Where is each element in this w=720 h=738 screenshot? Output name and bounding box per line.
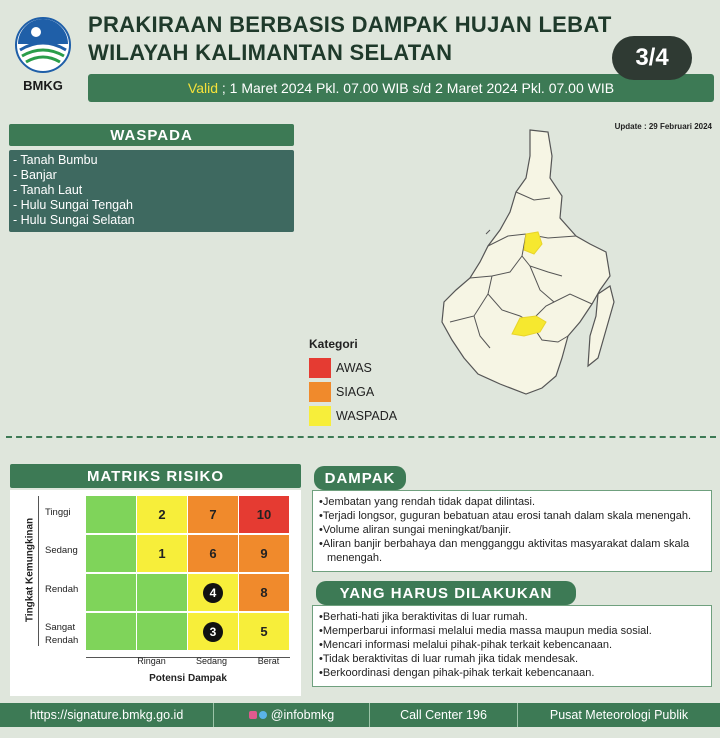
waspada-heading: WASPADA: [9, 124, 294, 146]
waspada-region-list: [9, 150, 294, 232]
legend-title: Kategori: [309, 337, 358, 351]
matrix-cell-value: 2: [158, 507, 166, 522]
region-item: - Hulu Sungai Tengah: [13, 198, 133, 212]
footer-bar: [0, 703, 720, 727]
legend-swatch-siaga: [309, 382, 331, 402]
logo-text: BMKG: [23, 78, 63, 93]
matrix-cell: [239, 574, 290, 612]
list-item: • Tidak beraktivitas di luar rumah jika tidak mendesak.: [319, 652, 705, 666]
matrix-cell: [137, 574, 188, 612]
legend-label-siaga: SIAGA: [336, 385, 375, 399]
matrix-cell-value: 1: [158, 546, 166, 561]
validity-label: Valid: [187, 80, 218, 96]
matrix-cell-value: 10: [256, 507, 272, 522]
matrix-x-axis-title: Potensi Dampak: [149, 673, 227, 684]
list-item: • Terjadi longsor, guguran bebatuan atau erosi tanah dalam skala menengah.: [319, 509, 705, 523]
dampak-heading: DAMPAK: [314, 466, 406, 490]
footer-call-center[interactable]: Call Center 196: [370, 703, 518, 727]
matrix-cell-value: 7: [209, 507, 217, 522]
legend-swatch-waspada: [309, 406, 331, 426]
legend-label-waspada: WASPADA: [336, 409, 398, 423]
matrix-cell: [86, 496, 137, 534]
validity-text: ; 1 Maret 2024 Pkl. 07.00 WIB s/d 2 Maret 2024 Pkl. 07.00 WIB: [218, 80, 615, 96]
update-date: Update : 29 Februari 2024: [614, 122, 712, 131]
matrix-row-label: Sedang: [45, 545, 78, 556]
list-item: • Memperbarui informasi melalui media massa maupun media sosial.: [319, 624, 705, 638]
matrix-y-axis-line: [38, 496, 39, 646]
list-item: • Berkoordinasi dengan pihak-pihak terkait kebencanaan.: [319, 666, 705, 680]
section-divider: [6, 436, 716, 438]
page-subtitle: WILAYAH KALIMANTAN SELATAN: [88, 40, 453, 65]
legend-swatch-awas: [309, 358, 331, 378]
region-item: - Tanah Laut: [13, 183, 83, 197]
region-item: - Tanah Bumbu: [13, 153, 98, 167]
matrix-cell-value: 5: [260, 624, 268, 639]
matrix-cell-value: 3: [203, 622, 223, 642]
matrix-cell: [239, 496, 290, 534]
page-indicator-badge[interactable]: 3/4: [612, 36, 692, 80]
twitter-icon: [259, 711, 267, 719]
matrix-cell: [137, 535, 188, 573]
matrix-row-label: Rendah: [45, 584, 79, 595]
list-item: • Volume aliran sungai meningkat/banjir.: [319, 523, 705, 537]
social-icons: [249, 711, 267, 719]
matrix-cell: [188, 496, 239, 534]
matrix-cell: [188, 535, 239, 573]
instagram-icon: [249, 711, 257, 719]
matrix-col-label: Ringan: [137, 656, 166, 666]
matrix-cell: [188, 613, 239, 651]
matrix-cell-value: 6: [209, 546, 217, 561]
footer-org: Pusat Meteorologi Publik: [549, 708, 689, 722]
page-title: PRAKIRAAN BERBASIS DAMPAK HUJAN LEBAT: [88, 12, 612, 37]
matrix-y-axis-title: Tingkat Kemungkinan: [24, 517, 36, 623]
validity-bar: [88, 74, 714, 102]
matrix-cell: [86, 574, 137, 612]
matrix-cell: [137, 613, 188, 651]
list-item: • Jembatan yang rendah tidak dapat dilintasi.: [319, 495, 705, 509]
matrix-col-label: Berat: [257, 656, 280, 666]
footer-website-link[interactable]: https://signature.bmkg.go.id: [0, 703, 214, 727]
region-item: - Hulu Sungai Selatan: [13, 213, 135, 227]
risk-matrix-heading: MATRIKS RISIKO: [10, 464, 301, 488]
footer-social-link[interactable]: [214, 703, 370, 727]
matrix-col-label: Sedang: [195, 656, 228, 666]
dampak-box: [312, 490, 712, 572]
legend-label-awas: AWAS: [336, 361, 372, 375]
matrix-cell: [239, 535, 290, 573]
list-item: • Berhati-hati jika beraktivitas di luar rumah.: [319, 610, 705, 624]
matrix-row-label: Sangat Rendah: [45, 622, 79, 646]
matrix-cell: [86, 535, 137, 573]
list-item: • Aliran banjir berbahaya dan mengganggu aktivitas masyarakat dalam skala menengah.: [319, 537, 705, 565]
region-item: - Banjar: [13, 168, 57, 182]
matrix-cell-value: 9: [260, 546, 268, 561]
footer-social-handle: @infobmkg: [270, 708, 335, 722]
matrix-cell-value: 8: [260, 585, 268, 600]
list-item: • Mencari informasi melalui pihak-pihak terkait kebencanaan.: [319, 638, 705, 652]
matrix-cell-value: 4: [203, 583, 223, 603]
matrix-cell: [86, 613, 137, 651]
matrix-row-label: Tinggi: [45, 507, 71, 518]
matrix-cell: [137, 496, 188, 534]
actions-heading: YANG HARUS DILAKUKAN: [316, 581, 576, 605]
actions-box: [312, 605, 712, 687]
kalimantan-selatan-map: [430, 126, 620, 438]
matrix-cell: [239, 613, 290, 651]
matrix-cell: [188, 574, 239, 612]
